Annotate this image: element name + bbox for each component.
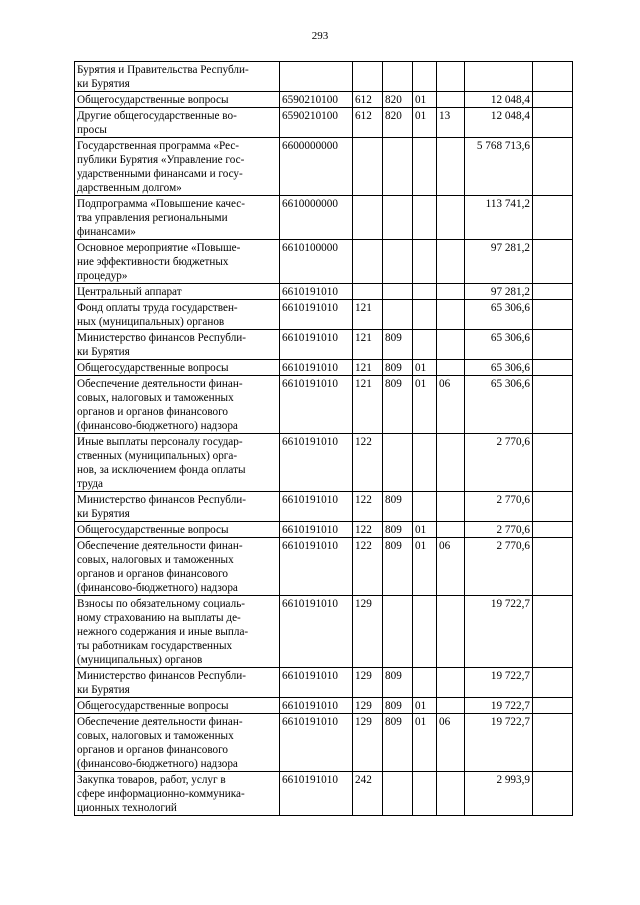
amount-cell: 2 770,6	[465, 538, 533, 596]
budget-table-body	[75, 62, 573, 816]
section-code-cell	[413, 196, 437, 240]
empty-cell	[533, 330, 573, 360]
item-name-cell: Фонд оплаты труда государствен- ных (муниципальных) органов	[75, 300, 280, 330]
ministry-code-cell: 809	[383, 522, 413, 538]
table-row	[75, 284, 573, 300]
amount-cell: 65 306,6	[465, 330, 533, 360]
amount-cell	[465, 62, 533, 92]
empty-cell	[533, 434, 573, 492]
expense-type-cell: 129	[353, 698, 383, 714]
empty-cell	[533, 668, 573, 698]
item-name-cell: Центральный аппарат	[75, 284, 280, 300]
empty-cell	[533, 284, 573, 300]
subsection-code-cell	[437, 772, 465, 816]
subsection-code-cell	[437, 138, 465, 196]
item-name-cell: Министерство финансов Республи- ки Бурятия	[75, 492, 280, 522]
empty-cell	[533, 62, 573, 92]
expense-type-cell: 122	[353, 538, 383, 596]
ministry-code-cell	[383, 196, 413, 240]
amount-cell: 2 770,6	[465, 434, 533, 492]
ministry-code-cell: 820	[383, 92, 413, 108]
empty-cell	[533, 138, 573, 196]
section-code-cell	[413, 596, 437, 668]
section-code-cell	[413, 138, 437, 196]
subsection-code-cell	[437, 62, 465, 92]
expense-type-cell: 122	[353, 434, 383, 492]
section-code-cell	[413, 62, 437, 92]
expense-type-cell	[353, 138, 383, 196]
section-code-cell: 01	[413, 360, 437, 376]
expense-type-cell: 129	[353, 714, 383, 772]
target-article-code-cell: 6610191010	[280, 360, 353, 376]
target-article-code-cell: 6610191010	[280, 668, 353, 698]
ministry-code-cell	[383, 138, 413, 196]
subsection-code-cell	[437, 196, 465, 240]
expense-type-cell: 612	[353, 92, 383, 108]
item-name-cell: Подпрограмма «Повышение качес- тва управления региональными финансами»	[75, 196, 280, 240]
table-row	[75, 714, 573, 772]
amount-cell: 2 770,6	[465, 492, 533, 522]
amount-cell: 97 281,2	[465, 240, 533, 284]
expense-type-cell	[353, 240, 383, 284]
target-article-code-cell: 6610191010	[280, 330, 353, 360]
ministry-code-cell: 820	[383, 108, 413, 138]
expense-type-cell: 122	[353, 492, 383, 522]
table-row	[75, 300, 573, 330]
subsection-code-cell: 06	[437, 714, 465, 772]
target-article-code-cell: 6610191010	[280, 596, 353, 668]
section-code-cell	[413, 668, 437, 698]
expense-type-cell: 242	[353, 772, 383, 816]
ministry-code-cell	[383, 62, 413, 92]
item-name-cell: Министерство финансов Республи- ки Бурятия	[75, 668, 280, 698]
empty-cell	[533, 772, 573, 816]
target-article-code-cell: 6600000000	[280, 138, 353, 196]
target-article-code-cell: 6610191010	[280, 772, 353, 816]
section-code-cell: 01	[413, 92, 437, 108]
expense-type-cell: 121	[353, 300, 383, 330]
expense-type-cell: 121	[353, 330, 383, 360]
amount-cell: 97 281,2	[465, 284, 533, 300]
amount-cell: 113 741,2	[465, 196, 533, 240]
section-code-cell: 01	[413, 376, 437, 434]
target-article-code-cell: 6610191010	[280, 538, 353, 596]
ministry-code-cell: 809	[383, 668, 413, 698]
section-code-cell: 01	[413, 698, 437, 714]
table-row	[75, 538, 573, 596]
item-name-cell: Министерство финансов Республи- ки Бурятия	[75, 330, 280, 360]
ministry-code-cell	[383, 772, 413, 816]
table-row	[75, 434, 573, 492]
table-row	[75, 138, 573, 196]
amount-cell: 12 048,4	[465, 92, 533, 108]
expense-type-cell: 129	[353, 668, 383, 698]
empty-cell	[533, 698, 573, 714]
empty-cell	[533, 300, 573, 330]
item-name-cell: Общегосударственные вопросы	[75, 360, 280, 376]
amount-cell: 5 768 713,6	[465, 138, 533, 196]
target-article-code-cell: 6610191010	[280, 300, 353, 330]
subsection-code-cell	[437, 330, 465, 360]
amount-cell: 65 306,6	[465, 376, 533, 434]
item-name-cell: Общегосударственные вопросы	[75, 92, 280, 108]
expense-type-cell: 121	[353, 360, 383, 376]
item-name-cell: Обеспечение деятельности финан- совых, налоговых и таможенных органов и органов финансового (финансово-бюджетного) надзора	[75, 538, 280, 596]
item-name-cell: Взносы по обязательному социаль- ному страхованию на выплаты де- нежного содержания и иные выпла- ты работникам государственных (муниципальных) органов	[75, 596, 280, 668]
ministry-code-cell	[383, 596, 413, 668]
subsection-code-cell	[437, 698, 465, 714]
subsection-code-cell: 06	[437, 376, 465, 434]
subsection-code-cell	[437, 596, 465, 668]
subsection-code-cell	[437, 668, 465, 698]
section-code-cell	[413, 492, 437, 522]
subsection-code-cell	[437, 434, 465, 492]
table-row	[75, 196, 573, 240]
empty-cell	[533, 108, 573, 138]
item-name-cell: Общегосударственные вопросы	[75, 698, 280, 714]
expense-type-cell	[353, 62, 383, 92]
subsection-code-cell	[437, 240, 465, 284]
subsection-code-cell	[437, 300, 465, 330]
amount-cell: 19 722,7	[465, 668, 533, 698]
table-row	[75, 240, 573, 284]
section-code-cell	[413, 772, 437, 816]
subsection-code-cell	[437, 284, 465, 300]
section-code-cell: 01	[413, 714, 437, 772]
subsection-code-cell	[437, 360, 465, 376]
amount-cell: 2 993,9	[465, 772, 533, 816]
amount-cell: 65 306,6	[465, 300, 533, 330]
ministry-code-cell: 809	[383, 330, 413, 360]
ministry-code-cell: 809	[383, 492, 413, 522]
section-code-cell	[413, 434, 437, 492]
empty-cell	[533, 492, 573, 522]
subsection-code-cell	[437, 522, 465, 538]
empty-cell	[533, 522, 573, 538]
subsection-code-cell: 06	[437, 538, 465, 596]
section-code-cell: 01	[413, 538, 437, 596]
ministry-code-cell	[383, 240, 413, 284]
item-name-cell: Обеспечение деятельности финан- совых, налоговых и таможенных органов и органов финансового (финансово-бюджетного) надзора	[75, 376, 280, 434]
table-row	[75, 772, 573, 816]
target-article-code-cell: 6610191010	[280, 492, 353, 522]
target-article-code-cell: 6610191010	[280, 714, 353, 772]
table-row	[75, 330, 573, 360]
table-row	[75, 92, 573, 108]
target-article-code-cell: 6610100000	[280, 240, 353, 284]
expense-type-cell: 121	[353, 376, 383, 434]
target-article-code-cell: 6590210100	[280, 108, 353, 138]
target-article-code-cell: 6610191010	[280, 698, 353, 714]
item-name-cell: Обеспечение деятельности финан- совых, налоговых и таможенных органов и органов финансового (финансово-бюджетного) надзора	[75, 714, 280, 772]
expense-type-cell: 122	[353, 522, 383, 538]
amount-cell: 2 770,6	[465, 522, 533, 538]
empty-cell	[533, 714, 573, 772]
item-name-cell: Закупка товаров, работ, услуг в сфере информационно-коммуника- ционных технологий	[75, 772, 280, 816]
target-article-code-cell: 6610191010	[280, 376, 353, 434]
amount-cell: 19 722,7	[465, 698, 533, 714]
section-code-cell: 01	[413, 108, 437, 138]
target-article-code-cell: 6610191010	[280, 522, 353, 538]
subsection-code-cell: 13	[437, 108, 465, 138]
subsection-code-cell	[437, 92, 465, 108]
ministry-code-cell	[383, 300, 413, 330]
empty-cell	[533, 196, 573, 240]
budget-table	[74, 61, 573, 816]
target-article-code-cell: 6590210100	[280, 92, 353, 108]
target-article-code-cell: 6610191010	[280, 434, 353, 492]
table-row	[75, 522, 573, 538]
expense-type-cell: 129	[353, 596, 383, 668]
target-article-code-cell	[280, 62, 353, 92]
ministry-code-cell	[383, 434, 413, 492]
table-row	[75, 62, 573, 92]
ministry-code-cell: 809	[383, 538, 413, 596]
table-row	[75, 376, 573, 434]
item-name-cell: Бурятия и Правительства Республи- ки Бурятия	[75, 62, 280, 92]
item-name-cell: Иные выплаты персоналу государ- ственных (муниципальных) орга- нов, за исключением фонда оплаты труда	[75, 434, 280, 492]
item-name-cell: Другие общегосударственные во- просы	[75, 108, 280, 138]
subsection-code-cell	[437, 492, 465, 522]
section-code-cell	[413, 284, 437, 300]
amount-cell: 12 048,4	[465, 108, 533, 138]
section-code-cell	[413, 300, 437, 330]
expense-type-cell	[353, 284, 383, 300]
amount-cell: 65 306,6	[465, 360, 533, 376]
ministry-code-cell: 809	[383, 376, 413, 434]
ministry-code-cell: 809	[383, 360, 413, 376]
table-row	[75, 108, 573, 138]
amount-cell: 19 722,7	[465, 714, 533, 772]
ministry-code-cell: 809	[383, 698, 413, 714]
table-row	[75, 668, 573, 698]
item-name-cell: Основное мероприятие «Повыше- ние эффективности бюджетных процедур»	[75, 240, 280, 284]
table-row	[75, 698, 573, 714]
section-code-cell	[413, 330, 437, 360]
target-article-code-cell: 6610191010	[280, 284, 353, 300]
table-row	[75, 360, 573, 376]
table-row	[75, 492, 573, 522]
ministry-code-cell: 809	[383, 714, 413, 772]
expense-type-cell	[353, 196, 383, 240]
page-number: 293	[311, 30, 329, 42]
empty-cell	[533, 538, 573, 596]
item-name-cell: Общегосударственные вопросы	[75, 522, 280, 538]
table-row	[75, 596, 573, 668]
target-article-code-cell: 6610000000	[280, 196, 353, 240]
ministry-code-cell	[383, 284, 413, 300]
empty-cell	[533, 240, 573, 284]
item-name-cell: Государственная программа «Рес- публики Бурятия «Управление гос- ударственными финансами и госу- дарственным долгом»	[75, 138, 280, 196]
empty-cell	[533, 376, 573, 434]
expense-type-cell: 612	[353, 108, 383, 138]
section-code-cell	[413, 240, 437, 284]
empty-cell	[533, 92, 573, 108]
section-code-cell: 01	[413, 522, 437, 538]
amount-cell: 19 722,7	[465, 596, 533, 668]
empty-cell	[533, 596, 573, 668]
empty-cell	[533, 360, 573, 376]
